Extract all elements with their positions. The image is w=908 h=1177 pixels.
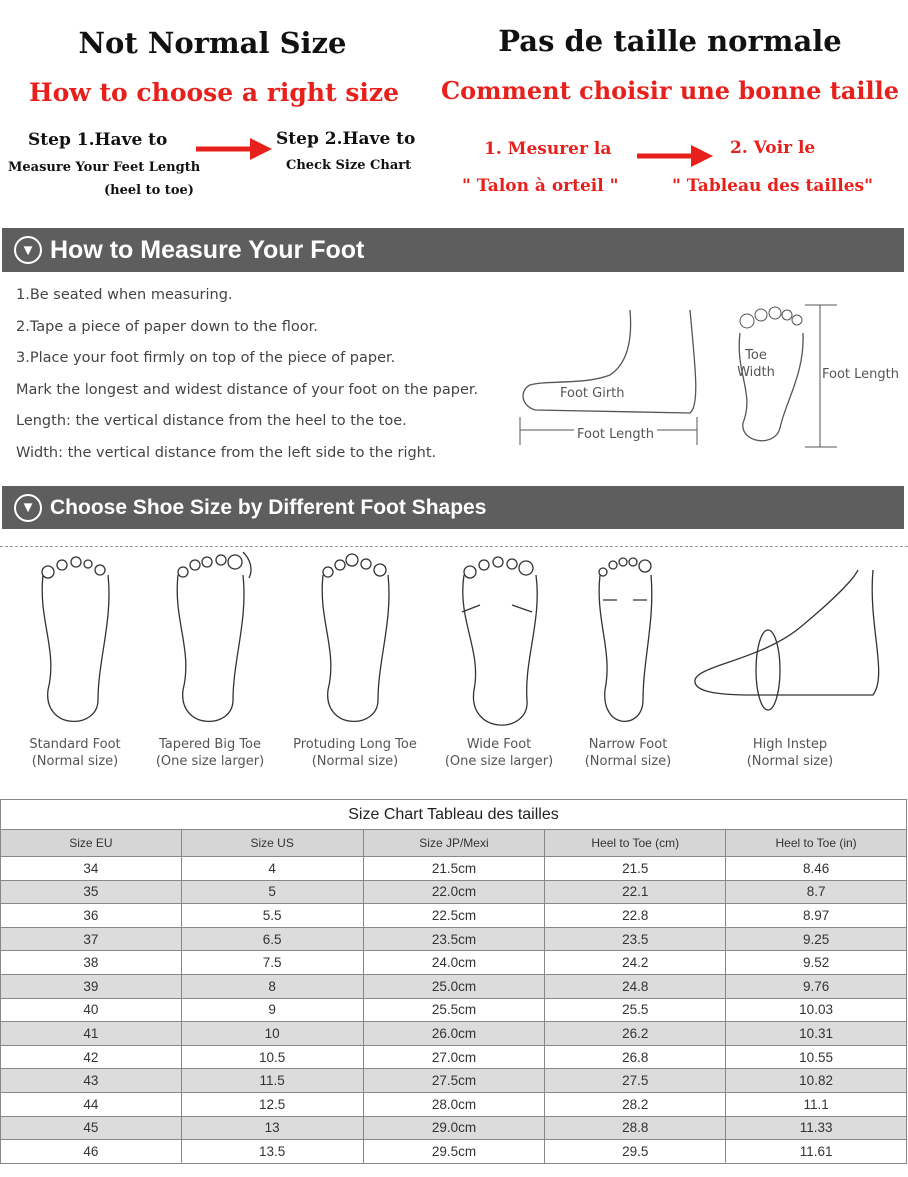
foot-shape-protruding (280, 736, 430, 770)
instruction-line: Length: the vertical distance from the heel to the toe. (16, 413, 407, 429)
foot-shape-standard (0, 736, 150, 770)
column-header: Size JP/Mexi (363, 830, 545, 857)
shape-name: Protuding Long Toe (293, 737, 417, 752)
table-row (1, 1140, 907, 1164)
table-cell: 8 (181, 974, 363, 998)
table-cell: 28.8 (545, 1116, 726, 1140)
en-title: Not Normal Size (78, 26, 347, 60)
table-cell: 10.55 (726, 1045, 907, 1069)
instruction-line: 3.Place your foot firmly on top of the piece of paper. (16, 350, 396, 366)
table-cell: 9.52 (726, 951, 907, 975)
table-cell: 35 (1, 880, 182, 904)
table-cell: 11.33 (726, 1116, 907, 1140)
shape-size: (Normal size) (311, 754, 399, 769)
section-title: Choose Shoe Size by Different Foot Shapes (50, 495, 487, 519)
table-cell: 40 (1, 998, 182, 1022)
foot-girth-label: Foot Girth (560, 386, 625, 401)
instruction-line: Width: the vertical distance from the left side to the right. (16, 444, 437, 461)
table-row (1, 880, 907, 904)
table-cell: 38 (1, 951, 182, 975)
en-step2-desc: Check Size Chart (286, 158, 412, 173)
fr-step1-desc: " Talon à orteil " (462, 176, 619, 196)
table-cell: 34 (1, 857, 182, 881)
table-cell: 26.0cm (363, 1022, 545, 1046)
en-step1-title: Step 1.Have to (28, 130, 168, 150)
table-row (1, 998, 907, 1022)
table-cell: 27.0cm (363, 1045, 545, 1069)
standard-foot-icon (42, 557, 109, 721)
table-cell: 28.0cm (363, 1092, 545, 1116)
size-chart-title: Size Chart Tableau des tailles (0, 799, 907, 829)
toe-width-label: Toe Width (737, 348, 775, 380)
size-table (0, 829, 907, 1164)
table-cell: 26.2 (545, 1022, 726, 1046)
column-header: Size US (181, 830, 363, 857)
table-cell: 44 (1, 1092, 182, 1116)
table-cell: 10.82 (726, 1069, 907, 1093)
table-cell: 10.03 (726, 998, 907, 1022)
table-cell: 27.5 (545, 1069, 726, 1093)
table-cell: 25.5 (545, 998, 726, 1022)
table-cell: 22.5cm (363, 904, 545, 928)
fr-step1-title: 1. Mesurer la (484, 139, 612, 159)
table-cell: 25.5cm (363, 998, 545, 1022)
table-cell: 13 (181, 1116, 363, 1140)
table-cell: 21.5cm (363, 857, 545, 881)
arrow-right-icon (196, 136, 272, 160)
foot-shapes-illustrations (0, 545, 908, 735)
shape-size: (Normal size) (584, 754, 672, 769)
table-cell: 43 (1, 1069, 182, 1093)
table-cell: 22.0cm (363, 880, 545, 904)
section-header-shapes (2, 486, 904, 529)
wide-foot-icon (462, 557, 537, 725)
foot-length-label-2: Foot Length (822, 367, 899, 382)
table-cell: 39 (1, 974, 182, 998)
shape-name: Standard Foot (29, 737, 121, 752)
instruction-line: 1.Be seated when measuring. (16, 287, 233, 303)
table-cell: 37 (1, 927, 182, 951)
foot-shape-high-instep (720, 736, 860, 770)
table-cell: 21.5 (545, 857, 726, 881)
foot-shape-wide (434, 736, 564, 770)
measure-instructions (16, 280, 478, 469)
foot-length-label: Foot Length (574, 426, 657, 443)
shape-name: High Instep (752, 737, 828, 752)
shape-name: Tapered Big Toe (158, 737, 262, 752)
table-cell: 9.76 (726, 974, 907, 998)
tapered-big-toe-icon (177, 552, 251, 721)
chevron-down-circle-icon: ▼ (14, 494, 42, 522)
table-cell: 10.31 (726, 1022, 907, 1046)
table-cell: 8.97 (726, 904, 907, 928)
table-cell: 22.1 (545, 880, 726, 904)
table-cell: 10.5 (181, 1045, 363, 1069)
table-header (1, 830, 907, 857)
chevron-down-circle-icon: ▼ (14, 236, 42, 264)
column-header: Size EU (1, 830, 182, 857)
foot-shape-narrow (568, 736, 688, 770)
column-header: Heel to Toe (in) (726, 830, 907, 857)
table-cell: 12.5 (181, 1092, 363, 1116)
table-cell: 27.5cm (363, 1069, 545, 1093)
table-row (1, 1092, 907, 1116)
column-header: Heel to Toe (cm) (545, 830, 726, 857)
size-chart (0, 799, 907, 1164)
table-row (1, 927, 907, 951)
shape-size: (One size larger) (444, 754, 554, 769)
table-cell: 41 (1, 1022, 182, 1046)
table-cell: 22.8 (545, 904, 726, 928)
table-cell: 11.1 (726, 1092, 907, 1116)
table-cell: 5.5 (181, 904, 363, 928)
table-row (1, 904, 907, 928)
table-cell: 10 (181, 1022, 363, 1046)
table-row (1, 1045, 907, 1069)
table-cell: 11.5 (181, 1069, 363, 1093)
table-cell: 24.2 (545, 951, 726, 975)
fr-step2-title: 2. Voir le (730, 138, 816, 158)
foot-shape-tapered (140, 736, 280, 770)
table-cell: 26.8 (545, 1045, 726, 1069)
protruding-long-toe-icon (322, 554, 389, 721)
fr-title: Pas de taille normale (498, 24, 842, 58)
table-cell: 8.46 (726, 857, 907, 881)
table-row (1, 1069, 907, 1093)
shape-size: (Normal size) (746, 754, 834, 769)
shape-size: (One size larger) (155, 754, 265, 769)
fr-subtitle: Comment choisir une bonne taille (441, 76, 899, 105)
table-cell: 7.5 (181, 951, 363, 975)
table-cell: 42 (1, 1045, 182, 1069)
table-cell: 23.5cm (363, 927, 545, 951)
table-row (1, 1022, 907, 1046)
instruction-line: 2.Tape a piece of paper down to the floor. (16, 318, 318, 335)
table-row (1, 857, 907, 881)
table-cell: 46 (1, 1140, 182, 1164)
shape-name: Wide Foot (466, 737, 532, 752)
table-cell: 24.0cm (363, 951, 545, 975)
table-row (1, 1116, 907, 1140)
narrow-foot-icon (599, 558, 652, 721)
high-instep-icon (695, 570, 879, 710)
table-row (1, 951, 907, 975)
table-cell: 36 (1, 904, 182, 928)
shape-size: (Normal size) (31, 754, 119, 769)
table-cell: 6.5 (181, 927, 363, 951)
table-cell: 9.25 (726, 927, 907, 951)
table-cell: 4 (181, 857, 363, 881)
arrow-right-icon (637, 143, 713, 167)
table-cell: 9 (181, 998, 363, 1022)
section-title: How to Measure Your Foot (50, 235, 365, 264)
en-step1-desc: Measure Your Feet Length (8, 160, 201, 175)
table-cell: 29.5cm (363, 1140, 545, 1164)
table-cell: 29.5 (545, 1140, 726, 1164)
en-subtitle: How to choose a right size (28, 78, 400, 107)
table-cell: 29.0cm (363, 1116, 545, 1140)
en-step2-title: Step 2.Have to (276, 129, 416, 149)
table-cell: 5 (181, 880, 363, 904)
table-cell: 11.61 (726, 1140, 907, 1164)
table-cell: 23.5 (545, 927, 726, 951)
en-step1-note: (heel to toe) (104, 183, 194, 198)
fr-step2-desc: " Tableau des tailles" (672, 176, 873, 196)
table-cell: 25.0cm (363, 974, 545, 998)
table-cell: 28.2 (545, 1092, 726, 1116)
table-cell: 13.5 (181, 1140, 363, 1164)
table-row (1, 974, 907, 998)
shape-name: Narrow Foot (588, 737, 668, 752)
table-cell: 8.7 (726, 880, 907, 904)
table-cell: 45 (1, 1116, 182, 1140)
section-header-measure (2, 228, 904, 272)
table-cell: 24.8 (545, 974, 726, 998)
instruction-line: Mark the longest and widest distance of your foot on the paper. (16, 381, 479, 398)
